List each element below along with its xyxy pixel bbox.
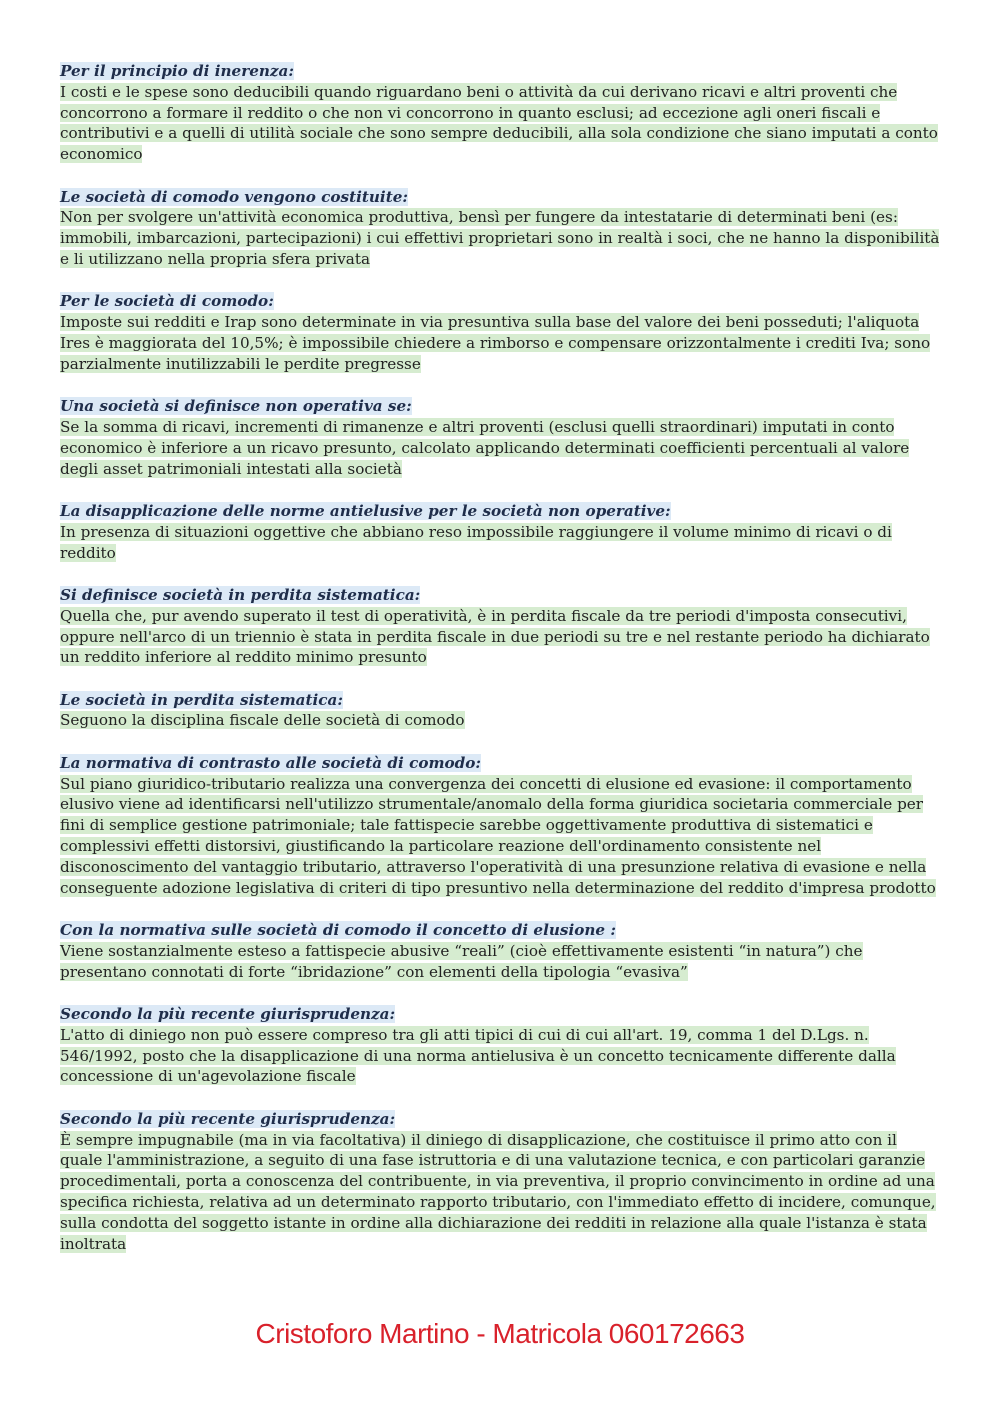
qa-block xyxy=(60,690,940,732)
answer-text: Viene sostanzialmente esteso a fattispecie abusive “reali” (cioè effettivamente esistenti “in natura”) che presentano connotati di forte “ibridazione” con elementi della tipologia “evasiva” xyxy=(60,941,863,981)
question-heading: Una società si definisce non operativa se: xyxy=(60,397,412,416)
qa-block xyxy=(60,291,940,374)
answer-text: Imposte sui redditi e Irap sono determinate in via presuntiva sulla base del valore dei beni posseduti; l'aliquota Ires è maggiorata del 10,5%; è impossibile chiedere a rimborso e compensare orizzontalmente i crediti Iva; sono parzialmente inutilizzabili le perdite pregresse xyxy=(60,313,931,373)
question-heading: Per il principio di inerenza: xyxy=(60,62,294,80)
answer-text: È sempre impugnabile (ma in via facoltativa) il diniego di disapplicazione, che costituisce il primo atto con il quale l'amministrazione, a seguito di una fase istruttoria e di una valutazione tecnica, e con particolari garanzie procedimentali, porta a conoscenza del contribuente, in via preventiva, il proprio convincimento in ordine ad una specifica richiesta, relativa ad un determinato rapporto tributario, con l'immediato effetto di incidere, comunque, sulla condotta del soggetto istante in ordine alla dichiarazione dei redditi in relazione alla quale l'istanza è stata inoltrata xyxy=(60,1130,936,1253)
question-heading: Le società di comodo vengono costituite: xyxy=(60,187,408,206)
question-heading: Con la normativa sulle società di comodo il concetto di elusione : xyxy=(60,921,616,940)
qa-block xyxy=(60,187,940,270)
answer-text: L'atto di diniego non può essere compreso tra gli atti tipici di cui di cui all'art. 19, comma 1 del D.Lgs. n. 546/1992, posto che la disapplicazione di una norma antielusiva è un concetto tecnicamente differente dalla concessione di un'agevolazione fiscale xyxy=(60,1025,896,1086)
answer-text: I costi e le spese sono deducibili quando riguardano beni o attività da cui derivano ricavi e altri proventi che concorrono a formare il reddito o che non vi concorrono in quanto esclusi; ad eccezione agli oneri fiscali e contributivi e a quelli di utilità sociale che sono sempre deducibili, alla sola condizione che siano imputati a conto economico xyxy=(60,82,938,164)
answer-text: In presenza di situazioni oggettive che abbiano reso impossibile raggiungere il volume minimo di ricavi o di reddito xyxy=(60,522,892,562)
qa-block xyxy=(60,1004,940,1087)
document-body xyxy=(60,61,940,1276)
qa-block xyxy=(60,396,940,479)
qa-block xyxy=(60,920,940,982)
qa-block xyxy=(60,501,940,563)
qa-block xyxy=(60,585,940,668)
qa-block xyxy=(60,1109,940,1255)
author-footer: Cristoforo Martino - Matricola 060172663 xyxy=(255,1318,745,1349)
answer-text: Seguono la disciplina fiscale delle società di comodo xyxy=(60,711,465,730)
answer-text: Non per svolgere un'attività economica produttiva, bensì per fungere da intestatarie di determinati beni (es: immobili, imbarcazioni, partecipazioni) i cui effettivi proprietari sono in realtà i soci, che ne hanno la disponibilità e li utilizzano nella propria sfera privata xyxy=(60,208,940,268)
question-heading: Le società in perdita sistematica: xyxy=(60,690,343,709)
answer-text: Sul piano giuridico-tributario realizza una convergenza dei concetti di elusione ed evasione: il comportamento elusivo viene ad identificarsi nell'utilizzo strumentale/anomalo della forma giuridica societaria commerciale per fini di semplice gestione patrimoniale; tale fattispecie sarebbe oggettivamente produttiva di sistematici e complessivi effetti distorsivi, giustificando la particolare reazione dell'ordinamento consistente nel disconoscimento del vantaggio tributario, attraverso l'operatività di una presunzione relativa di evasione e nella conseguente adozione legislativa di criteri di tipo presuntivo nella determinazione del reddito d'impresa prodotto xyxy=(60,774,936,897)
answer-text: Quella che, pur avendo superato il test di operatività, è in perdita fiscale da tre periodi d'imposta consecutivi, oppure nell'arco di un triennio è stata in perdita fiscale in due periodi su tre e nel restante periodo ha dichiarato un reddito inferiore al reddito minimo presunto xyxy=(60,606,930,667)
qa-block xyxy=(60,61,940,165)
question-heading: La normativa di contrasto alle società di comodo: xyxy=(60,753,482,772)
question-heading: Per le società di comodo: xyxy=(60,292,274,311)
answer-text: Se la somma di ricavi, incrementi di rimanenze e altri proventi (esclusi quelli straordinari) imputati in conto economico è inferiore a un ricavo presunto, calcolato applicando determinati coefficienti percentuali al valore degli asset patrimoniali intestati alla società xyxy=(60,417,910,478)
question-heading: Si definisce società in perdita sistematica: xyxy=(60,585,421,604)
qa-block xyxy=(60,753,940,899)
question-heading: Secondo la più recente giurisprudenza: xyxy=(60,1005,396,1024)
question-heading: Secondo la più recente giurisprudenza: xyxy=(60,1109,396,1128)
question-heading: La disapplicazione delle norme antielusive per le società non operative: xyxy=(60,501,671,520)
